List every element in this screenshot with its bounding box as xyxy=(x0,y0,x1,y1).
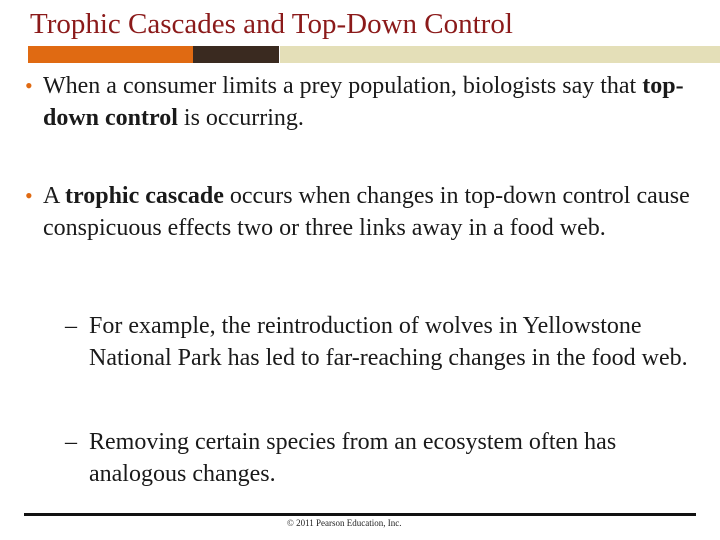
subbullet-removing-species xyxy=(65,426,705,490)
copyright-footer: © 2011 Pearson Education, Inc. xyxy=(287,518,402,528)
title-accent-bar-beige xyxy=(280,46,720,63)
subbullet-marker: – xyxy=(65,313,77,339)
bullet-text-post: occurs when changes in top-down control cause conspicuous effects two or three links away in a food web. xyxy=(43,183,690,241)
bullet-text-pre: A xyxy=(43,183,66,209)
title-accent-bar-dark xyxy=(193,46,279,63)
bullet-marker: • xyxy=(25,73,33,98)
subbullet-text: Removing certain species from an ecosystem often has analogous changes. xyxy=(89,429,617,487)
subbullet-marker: – xyxy=(65,429,77,455)
bullet-marker: • xyxy=(25,183,33,208)
subbullet-wolves-example xyxy=(65,310,705,374)
bullet-term-bold: trophic cascade xyxy=(65,183,224,209)
bullet-trophic-cascade xyxy=(25,180,705,244)
title-accent-bar-orange xyxy=(28,46,193,63)
bullet-text xyxy=(43,70,705,134)
bullet-text-pre: When a consumer limits a prey population, biologists say that xyxy=(43,73,643,99)
bullet-text xyxy=(43,180,705,244)
bullet-term-bold: top-down control xyxy=(43,73,684,131)
bullet-text-post: is occurring. xyxy=(177,105,304,131)
subbullet-text: For example, the reintroduction of wolves in Yellowstone National Park has led to far-reaching changes in the food web. xyxy=(89,313,688,371)
slide-title: Trophic Cascades and Top-Down Control xyxy=(30,8,513,40)
bullet-top-down-control xyxy=(25,70,705,134)
footer-rule xyxy=(24,513,696,516)
